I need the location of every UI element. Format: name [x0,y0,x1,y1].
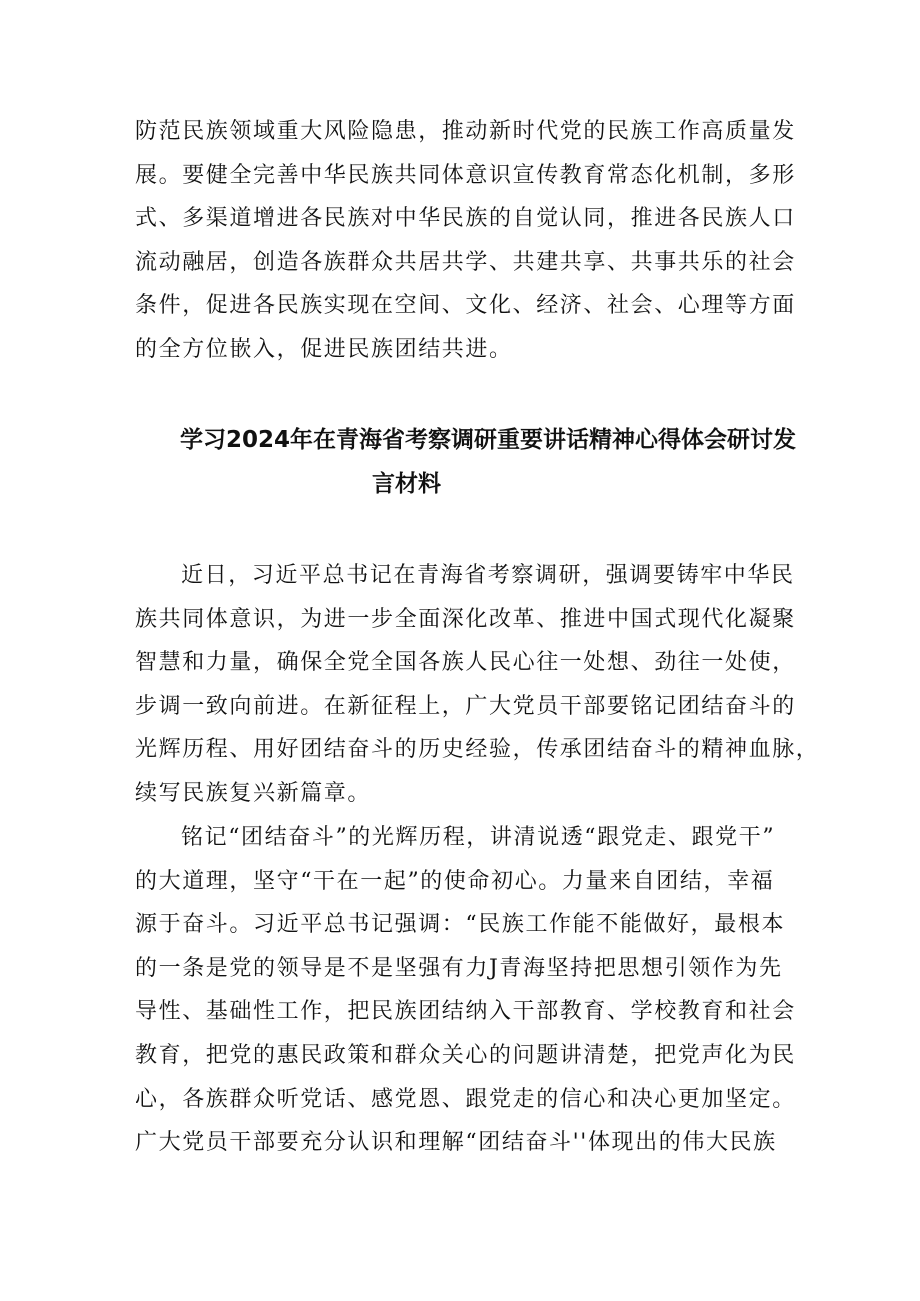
title-line: 学习2024年在青海省考察调研重要讲话精神心得体会研讨发 [180,427,797,453]
paragraph-line: 步调一致向前进。在新征程上，广大党员干部要铭记团结奋斗的 [135,693,796,719]
paragraph-1 [135,554,820,816]
paragraph-line: 条件，促进各民族实现在空间、文化、经济、社会、心理等方面 [135,293,796,319]
paragraph-line: 导性、基础性工作，把民族团结纳入干部教育、学校教育和社会 [135,999,796,1025]
paragraph-line: 的一条是党的领导是不是坚强有力J青海坚持把思想引领作为先 [135,955,783,981]
paragraph-line: 铭记“团结奋斗”的光辉历程，讲清说透“跟党走、跟党干” [181,825,776,850]
paragraph-line: 广大党员干部要充分认识和理解“团结奋斗''体现出的伟大民族 [135,1130,777,1156]
paragraph-line: 续写民族复兴新篇章。 [135,780,372,806]
paragraph-line: 光辉历程、用好团结奋斗的历史经验，传承团结奋斗的精神血脉， [135,737,820,763]
paragraph-2 [135,816,796,1165]
paragraph-line: 族共同体意识，为进一步全面深化改革、推进中国式现代化凝聚 [135,606,796,632]
paragraph-line: 近日，习近平总书记在青海省考察调研，强调要铸牢中华民 [181,563,795,588]
paragraph-line: 式、多渠道增进各民族对中华民族的自觉认同，推进各民族人口 [135,206,796,232]
paragraph-line: 的全方位嵌入，促进民族团结共进。 [135,336,513,362]
paragraph-line: 源于奋斗。习近平总书记强调：“民族工作能不能做好，最根本 [135,912,786,938]
paragraph-line: 防范民族领域重大风险隐患，推动新时代党的民族工作高质量发 [135,119,796,144]
continued-paragraph [135,110,796,372]
paragraph-line: 心，各族群众听党话、感党恩、跟党走的信心和决心更加坚定。 [135,1086,796,1112]
title-line: 言材料 [372,471,441,497]
article-title [0,418,920,506]
paragraph-line: 的大道理，坚守“干在一起”的使命初心。力量来自团结，幸福 [135,868,775,894]
paragraph-line: 智慧和力量，确保全党全国各族人民心往一处想、劲往一处使， [135,650,796,676]
paragraph-line: 教育，把党的惠民政策和群众关心的问题讲清楚，把党声化为民 [135,1042,796,1068]
paragraph-line: 流动融居，创造各族群众共居共学、共建共享、共事共乐的社会 [135,249,796,275]
paragraph-line: 展。要健全完善中华民族共同体意识宣传教育常态化机制，多形 [135,162,796,188]
